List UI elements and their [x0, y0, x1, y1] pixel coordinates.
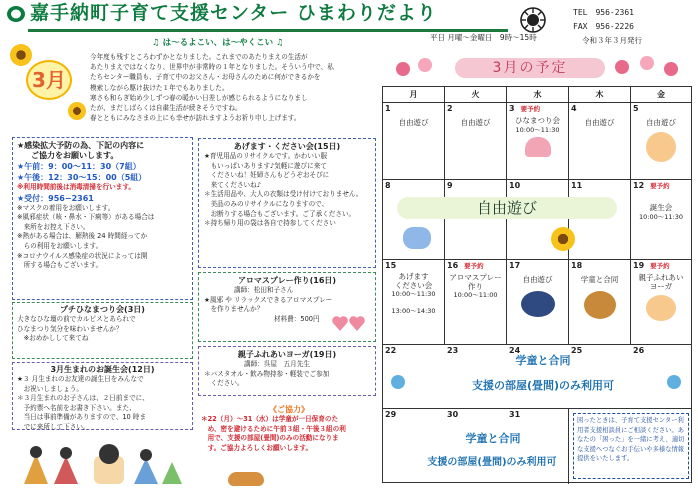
- day-cell: [507, 260, 569, 345]
- flower-icon: [615, 60, 629, 74]
- day-cell: [569, 180, 631, 260]
- issue-date: 令和３年３月発行: [582, 36, 642, 45]
- day-number: 16: [447, 261, 459, 270]
- reception-phone: ★受付：956−2361: [17, 193, 94, 203]
- aroma-spray-box: [198, 272, 376, 342]
- birthday-line: ＊３月生まれのお子さんは、２日前までに、: [17, 394, 149, 403]
- day-cell: [383, 260, 445, 345]
- free-play-banner: 自由遊び: [476, 199, 537, 217]
- day-number: 22: [385, 346, 397, 355]
- recycle-line: ★育児用品のリサイクルです。かわいい服: [204, 152, 328, 160]
- day-number: 26: [633, 346, 645, 355]
- day-number: 11: [571, 181, 583, 190]
- day-number: 1: [385, 104, 391, 113]
- day-cell: [507, 103, 569, 180]
- yoga-illustration-icon: [646, 295, 676, 321]
- recycle-title: あげます・ください会(15日): [233, 142, 341, 151]
- day-cell: [445, 409, 507, 484]
- day-cell: [569, 103, 631, 180]
- flower-icon: [418, 58, 432, 72]
- hina-doll-icon: [525, 137, 551, 157]
- intro-line: 春とともにみなさまの上にも幸せが訪れますようお祈り申し上げます。: [90, 114, 301, 123]
- march-calendar: [382, 86, 692, 483]
- birthday-line: 予約票へ名前をお書き下さい。また、: [17, 403, 136, 412]
- cooperation-line: す。ご協力よろしくお願いします。: [201, 443, 313, 452]
- day-number: 8: [385, 181, 391, 190]
- day-number: 12: [633, 181, 645, 190]
- cleaning-note: ※利用時間前後は消毒清掃を行います。: [17, 183, 135, 191]
- recycle-line: ＊生活用品や、大人の衣類は受け付けておりません。: [204, 190, 363, 199]
- open-hours: 平日 月曜〜金曜日 9時〜15時: [430, 33, 537, 42]
- consultation-text: 困ったときは、子育て支援センター利用者支援相談員にご相談ください。あなたの「困った」を一緒に考え、適切な支援へつなぐお手伝いや多様な情報提供をいたします。: [577, 417, 685, 462]
- cat-illustration: [228, 472, 264, 486]
- event-label: 作り: [468, 282, 483, 291]
- birthday-line: でに来所して下さい。: [17, 422, 90, 431]
- intro-message: [90, 52, 382, 123]
- event-label: ヨーガ: [649, 282, 673, 291]
- intro-line: 模索しながら駆け抜けた１年でもありました。: [90, 83, 229, 92]
- notice-title: ★感染拡大予防の為、下記の内容に: [17, 141, 145, 150]
- day-cell: [631, 103, 691, 180]
- notice-item: ※風邪症状（咳・鼻水・下痢等）がある場合は: [17, 213, 155, 222]
- event-label: 誕生会: [649, 203, 673, 212]
- intro-line: 今年度も残すところわずかとなりました。これまでのあたりまえの生活が: [90, 53, 308, 61]
- day-number: 10: [509, 181, 521, 190]
- intro-line: 寒さも和らぎ始め少しずつ春の暖かい日差しが感じられるようになりまし: [90, 93, 308, 102]
- weekday-header: 木: [569, 87, 631, 103]
- day-cell: [631, 260, 691, 345]
- flower-icon: [667, 375, 681, 389]
- hinamatsuri-line: ※おめかしして来てね: [17, 334, 89, 343]
- title-underline: [28, 29, 508, 32]
- yoga-line: ＊バスタオル・飲み物持参・軽装でご参加: [204, 369, 330, 378]
- parent-child-yoga-box: [198, 346, 376, 396]
- room-only-banner: 支援の部屋(畳間)のみ利用可: [471, 379, 615, 392]
- day-cell: [445, 180, 507, 260]
- cooperation-line: 用で、支援の部屋(畳間)のみの活動になりま: [201, 434, 339, 443]
- event-label: アロマスプレー: [449, 273, 502, 282]
- flower-icon: [640, 56, 654, 70]
- notice-item: ※コロナウイルス感染症の状況によっては開: [17, 251, 148, 260]
- aroma-line: ★風邪 や リラックスできるアロマスプレー: [204, 295, 333, 304]
- yoga-line: ください。: [204, 379, 244, 388]
- sunflower-logo-icon: [6, 5, 26, 23]
- day-number: 5: [633, 104, 639, 113]
- event-label: 自由遊び: [584, 118, 615, 127]
- weekday-header: 金: [631, 87, 691, 103]
- event-time: 10:00〜11:30: [639, 213, 683, 221]
- month-badge: 3月: [26, 60, 72, 100]
- birthday-title: 3月生まれのお誕生会(12日): [50, 365, 155, 374]
- flower-icon: [396, 62, 410, 76]
- event-label: 自由遊び: [398, 118, 429, 127]
- day-number: 18: [571, 261, 583, 270]
- weekday-header: 月: [383, 87, 445, 103]
- notice-item: 来所をお控え下さい。: [17, 222, 90, 231]
- birthday-line: ★３ 月生まれのお友達の誕生日をみんなで: [17, 375, 144, 383]
- room-only-banner: 支援の部屋(畳間)のみ利用可: [427, 457, 557, 468]
- notice-item: 所する場合もございます。: [17, 261, 103, 270]
- hinamatsuri-box: [12, 302, 193, 359]
- event-label: 学童と合同: [580, 275, 619, 284]
- day-number: 9: [447, 181, 453, 190]
- recycle-line: 美品のみのリサイクルになりますので、: [204, 199, 329, 208]
- day-cell: [383, 103, 445, 180]
- event-time: 10:00〜11:00: [453, 291, 498, 299]
- weekday-header: 水: [507, 87, 569, 103]
- reservation-tag: 要予約: [520, 105, 541, 113]
- day-number: 3: [509, 104, 515, 113]
- consultation-note: [573, 413, 689, 479]
- flower-icon: [391, 375, 405, 389]
- recycle-line: お断りする場合もございます。ご了承ください。: [204, 209, 356, 218]
- child-illustration-icon: [403, 227, 431, 249]
- contact-fax: FAX 956-2226: [573, 22, 634, 31]
- weekday-header: 火: [445, 87, 507, 103]
- event-label: 自由遊び: [460, 118, 491, 127]
- march-schedule-heading: 3月の予定: [455, 58, 605, 78]
- recycle-line: ＊持ち帰り用の袋は各自で持参してください: [204, 219, 336, 228]
- hina-dolls-illustration: [14, 436, 184, 486]
- cooperation-request: [198, 403, 380, 463]
- event-label: 自由遊び: [646, 118, 676, 127]
- day-cell: [631, 180, 691, 260]
- hinamatsuri-line: 大きなひな壇の前でカルピスとあられで: [17, 315, 136, 323]
- day-number: 15: [385, 261, 397, 270]
- yoga-title: 親子ふれあいヨーガ(19日): [237, 350, 337, 359]
- recycle-line: もいっぱいあります♪気軽に遊びに来て: [204, 161, 327, 170]
- heart-icon: [331, 313, 367, 336]
- recycle-event-box: [198, 138, 376, 268]
- reservation-tag: 要予約: [464, 262, 484, 270]
- birthday-line: 当日は事前準備がありますので、10 時ま: [17, 413, 147, 422]
- recycle-line: くださいね！妊婦さんもどうぞおそびに: [204, 171, 330, 180]
- event-label: 親子ふれあい: [638, 273, 684, 282]
- notice-item: らの利用をお願いします。: [17, 241, 103, 250]
- joint-with-afterschool-banner: 学童と合同: [515, 354, 571, 367]
- birthday-line: お祝いしましょう。: [17, 384, 83, 393]
- sunflower-icon: [68, 102, 86, 120]
- contact-tel: TEL 956-2361: [573, 8, 634, 17]
- hinamatsuri-line: ひなまつり気分を味わいませんか？: [17, 324, 123, 333]
- morning-slot: ★午前：9：00〜11：30（7組）: [17, 162, 141, 171]
- day-cell: [569, 260, 631, 345]
- notice-item: ※熱がある場合は、解熱後 24 時間経ってか: [17, 232, 148, 241]
- day-number: 29: [385, 410, 397, 419]
- tanuki-illustration-icon: [584, 291, 616, 319]
- hinamatsuri-title: プチひなまつり会(3日): [60, 305, 145, 314]
- aroma-lecturer: 講師：松田和子さん: [234, 286, 294, 294]
- tagline: ♫ は〜るよこい、は〜やくこい ♫: [152, 38, 284, 48]
- day-number: 19: [633, 261, 645, 270]
- girl-illustration-icon: [646, 132, 676, 162]
- day-number: 24: [509, 346, 521, 355]
- event-time: 13:00〜14:30: [391, 307, 436, 315]
- day-number: 23: [447, 346, 459, 355]
- day-number: 31: [509, 410, 521, 419]
- day-number: 17: [509, 261, 521, 270]
- notice-title-2: ご協力をお願いします。: [31, 151, 119, 160]
- newsletter-title: 嘉手納町子育て支援センター ひまわりだより: [30, 2, 437, 24]
- cooperation-title: 《ご協力》: [269, 405, 309, 414]
- yoga-lecturer: 講師：呉屋 五月先生: [244, 360, 310, 368]
- day-cell: [445, 260, 507, 345]
- event-label: ください会: [394, 281, 433, 290]
- infection-prevention-notice: [12, 137, 193, 300]
- day-cell: [383, 409, 445, 484]
- sunflower-icon: [551, 227, 575, 251]
- afternoon-slot: ★午後：12：30〜15：00（5組）: [17, 173, 147, 182]
- joint-with-afterschool-banner: 学童と合同: [465, 432, 521, 445]
- sunflower-icon: [10, 44, 32, 66]
- town-emblem-icon: [520, 7, 546, 33]
- event-label: ひなまつり会: [515, 116, 560, 125]
- flower-icon: [664, 62, 678, 76]
- day-cell: [507, 409, 569, 484]
- reservation-tag: 要予約: [650, 182, 670, 190]
- event-label: 自由遊び: [522, 275, 553, 284]
- aroma-cost: 材料費：500円: [274, 314, 320, 323]
- contact-info: [573, 6, 693, 34]
- aroma-title: アロマスプレー作り(16日): [237, 276, 337, 285]
- event-time: 10:00〜11:30: [515, 126, 560, 134]
- cooperation-line: ＊22（月）〜31（水）は学童が一日保育のた: [201, 415, 339, 423]
- day-number: 4: [571, 104, 577, 113]
- beetle-illustration-icon: [521, 291, 555, 317]
- event-label: あげます: [398, 272, 429, 281]
- event-time: 10:00〜11:30: [391, 290, 436, 298]
- birthday-party-box: [12, 362, 193, 430]
- day-cell: [631, 345, 691, 409]
- intro-line: あたりまえではなくなり、世界中が非常時の１年となりました。そういう中で、私: [90, 63, 334, 72]
- cooperation-line: め、密を避けるために午前３組・午後３組の利: [201, 424, 346, 433]
- notice-item: ※マスクの着用をお願いします。: [17, 203, 115, 212]
- day-cell: [445, 103, 507, 180]
- intro-line: たちセンター職員も、子育て中のお父さん・お母さんのために何ができるかを: [90, 73, 321, 82]
- reservation-tag: 要予約: [650, 262, 670, 270]
- recycle-line: 来てくださいね♪: [204, 180, 261, 189]
- day-number: 25: [571, 346, 583, 355]
- day-number: 2: [447, 104, 453, 113]
- aroma-line: を作りませんか？: [204, 305, 264, 314]
- intro-line: たが、まだしばらくは自粛生活が続きそうですね。: [90, 104, 242, 113]
- day-number: 30: [447, 410, 459, 419]
